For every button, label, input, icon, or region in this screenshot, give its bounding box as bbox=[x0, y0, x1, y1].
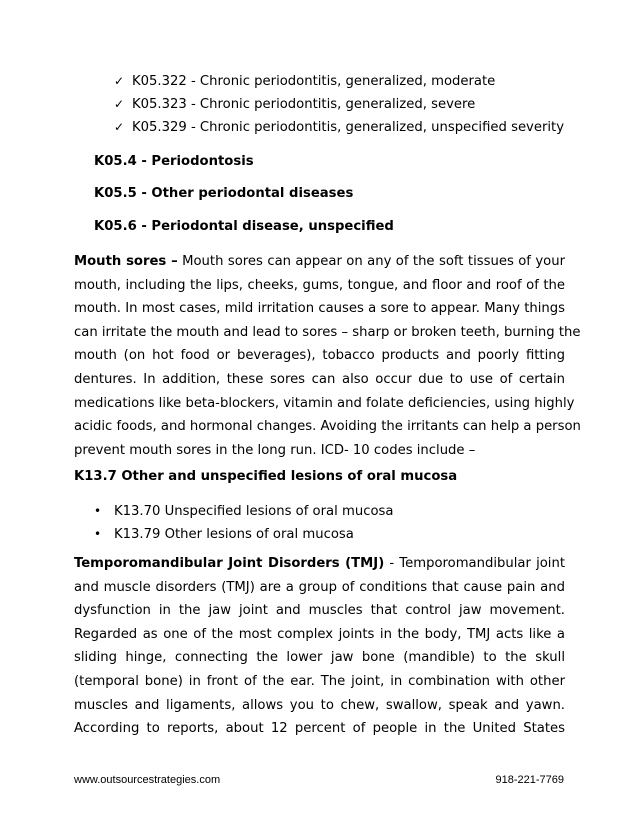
bullet-item-text: K13.70 Unspecified lesions of oral mucosa bbox=[114, 504, 394, 519]
bullet-list-item bbox=[94, 500, 393, 523]
code-heading-periodontosis: K05.4 - Periodontosis bbox=[94, 154, 254, 169]
footer-phone: 918-221-7769 bbox=[495, 774, 564, 786]
paragraph-line: can irritate the mouth and lead to sores – sharp or broken teeth, burning the bbox=[74, 324, 581, 340]
paragraph-line: According to reports, about 12 percent of people in the United States bbox=[74, 721, 565, 737]
mouth-sores-term: Mouth sores – bbox=[74, 254, 178, 269]
k13-heading: K13.7 Other and unspecified lesions of oral mucosa bbox=[74, 469, 458, 484]
oral-mucosa-code-list bbox=[94, 500, 393, 546]
check-item-text: K05.329 - Chronic periodontitis, generalized, unspecified severity bbox=[132, 120, 565, 135]
paragraph-line: Mouth sores – Mouth sores can appear on any of the soft tissues of your bbox=[74, 254, 566, 269]
bullet-icon: • bbox=[94, 504, 102, 518]
paragraph-line: mouth (on hot food or beverages), tobacco products and poorly fitting bbox=[74, 348, 565, 364]
check-list-item bbox=[114, 70, 564, 93]
bullet-icon: • bbox=[94, 527, 102, 541]
code-heading-periodontal-unspecified: K05.6 - Periodontal disease, unspecified bbox=[94, 219, 394, 234]
footer-website: www.outsourcestrategies.com bbox=[74, 774, 221, 786]
bullet-list-item bbox=[94, 523, 393, 546]
paragraph-line: mouth. In most cases, mild irritation causes a sore to appear. Many things bbox=[74, 301, 565, 317]
paragraph-line: dentures. In addition, these sores can also occur due to use of certain bbox=[74, 371, 565, 387]
paragraph-line: sliding hinge, connecting the lower jaw bone (mandible) to the skull bbox=[74, 650, 565, 666]
bullet-item-text: K13.79 Other lesions of oral mucosa bbox=[114, 527, 354, 542]
paragraph-line: mouth, including the lips, cheeks, gums, tongue, and floor and roof of the bbox=[74, 277, 565, 293]
tmj-term: Temporomandibular Joint Disorders (TMJ) bbox=[74, 556, 385, 571]
paragraph-line: Regarded as one of the most complex joints in the body, TMJ acts like a bbox=[74, 626, 565, 642]
paragraph-line: Temporomandibular Joint Disorders (TMJ) - Temporomandibular joint bbox=[74, 556, 565, 571]
check-list-item bbox=[114, 116, 564, 139]
paragraph-line: dysfunction in the jaw joint and muscles that control jaw movement. bbox=[74, 603, 565, 619]
check-item-text: K05.322 - Chronic periodontitis, generalized, moderate bbox=[132, 74, 496, 89]
checkmark-icon: ✓ bbox=[114, 74, 125, 88]
periodontitis-code-list bbox=[114, 70, 564, 139]
paragraph-line: and muscle disorders (TMJ) are a group of conditions that cause pain and bbox=[74, 579, 565, 595]
paragraph-line: (temporal bone) in front of the ear. The joint, in combination with other bbox=[74, 673, 565, 689]
mouth-sores-paragraph bbox=[74, 250, 581, 462]
check-list-item bbox=[114, 93, 564, 116]
checkmark-icon: ✓ bbox=[114, 97, 125, 111]
checkmark-icon: ✓ bbox=[114, 120, 125, 134]
paragraph-line: medications like beta-blockers, vitamin and folate deficiencies, using highly bbox=[74, 395, 575, 411]
paragraph-line: prevent mouth sores in the long run. ICD- 10 codes include – bbox=[74, 442, 476, 458]
paragraph-line: muscles and ligaments, allows you to chew, swallow, speak and yawn. bbox=[74, 697, 565, 713]
paragraph-line: acidic foods, and hormonal changes. Avoiding the irritants can help a person bbox=[74, 419, 581, 435]
check-item-text: K05.323 - Chronic periodontitis, generalized, severe bbox=[132, 97, 476, 112]
code-heading-other-periodontal: K05.5 - Other periodontal diseases bbox=[94, 186, 354, 201]
tmj-paragraph bbox=[74, 552, 565, 741]
